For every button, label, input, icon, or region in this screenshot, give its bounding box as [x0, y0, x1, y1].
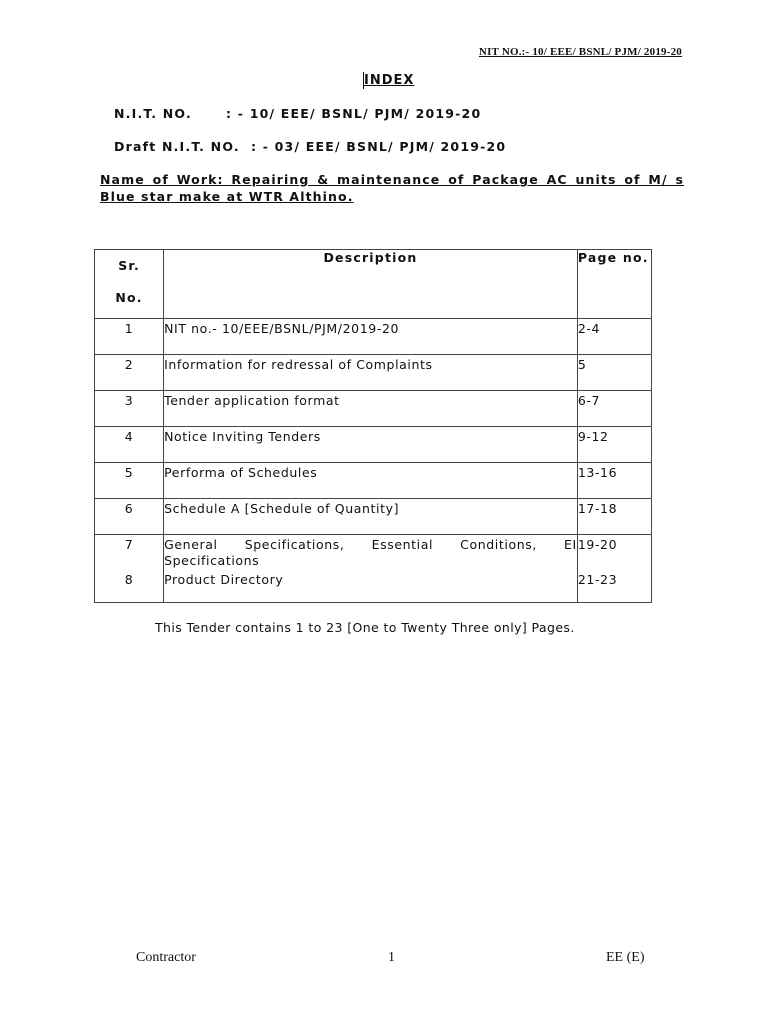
- row-description-line1: General Specifications, Essential Conditions, EI: [164, 537, 577, 552]
- footer-ee: EE (E): [606, 950, 645, 965]
- row-page: 17-18: [577, 499, 651, 535]
- header-nit-reference: NIT NO.:- 10/ EEE/ BSNL/ PJM/ 2019-20: [478, 46, 682, 58]
- header-sr-no: [95, 250, 164, 319]
- row-description: NIT no.- 10/EEE/BSNL/PJM/2019-20: [164, 319, 578, 355]
- name-of-work: Name of Work: Repairing & maintenance of Package AC units of M/ s Blue star make at WTR Althino.: [100, 172, 684, 204]
- row-page: 19-20: [577, 535, 651, 571]
- row-page: 9-12: [577, 427, 651, 463]
- nit-number-value: : - 10/ EEE/ BSNL/ PJM/ 2019-20: [226, 106, 482, 121]
- row-page: 6-7: [577, 391, 651, 427]
- page-title: INDEX: [364, 73, 415, 88]
- row-page: 5: [577, 355, 651, 391]
- index-table: [94, 249, 652, 603]
- table-row: [95, 463, 652, 499]
- table-row: [95, 570, 652, 603]
- row-sr: 4: [95, 427, 164, 463]
- row-sr: 7: [95, 535, 164, 571]
- row-page: 21-23: [577, 570, 651, 603]
- draft-nit-line: [114, 139, 506, 154]
- draft-nit-label: Draft N.I.T. NO.: [114, 139, 240, 154]
- row-description: Notice Inviting Tenders: [164, 427, 578, 463]
- table-row: [95, 499, 652, 535]
- row-sr: 1: [95, 319, 164, 355]
- header-no-label: No.: [115, 290, 143, 305]
- row-sr: 5: [95, 463, 164, 499]
- row-description: Performa of Schedules: [164, 463, 578, 499]
- header-page-no: Page no.: [577, 250, 651, 319]
- row-sr: 3: [95, 391, 164, 427]
- table-row: [95, 355, 652, 391]
- table-row: [95, 427, 652, 463]
- footer-page-number: 1: [388, 950, 395, 965]
- table-header-row: [95, 250, 652, 319]
- row-sr: 8: [95, 570, 164, 603]
- header-description: Description: [164, 250, 578, 319]
- table-row: [95, 535, 652, 571]
- nit-number-line: [114, 106, 481, 121]
- row-description: Product Directory: [164, 570, 578, 603]
- row-description: Information for redressal of Complaints: [164, 355, 578, 391]
- row-description: Tender application format: [164, 391, 578, 427]
- table-row: [95, 391, 652, 427]
- row-page: 2-4: [577, 319, 651, 355]
- row-description: [164, 535, 578, 571]
- tender-page-note: This Tender contains 1 to 23 [One to Twenty Three only] Pages.: [155, 620, 575, 635]
- draft-nit-value: : - 03/ EEE/ BSNL/ PJM/ 2019-20: [250, 139, 507, 154]
- nit-number-label: N.I.T. NO.: [114, 106, 192, 121]
- row-description: Schedule A [Schedule of Quantity]: [164, 499, 578, 535]
- table-row: [95, 319, 652, 355]
- row-description-line2: Specifications: [164, 553, 260, 568]
- footer-contractor: Contractor: [136, 950, 196, 965]
- row-page: 13-16: [577, 463, 651, 499]
- row-sr: 6: [95, 499, 164, 535]
- header-sr-label: Sr.: [118, 258, 140, 273]
- row-sr: 2: [95, 355, 164, 391]
